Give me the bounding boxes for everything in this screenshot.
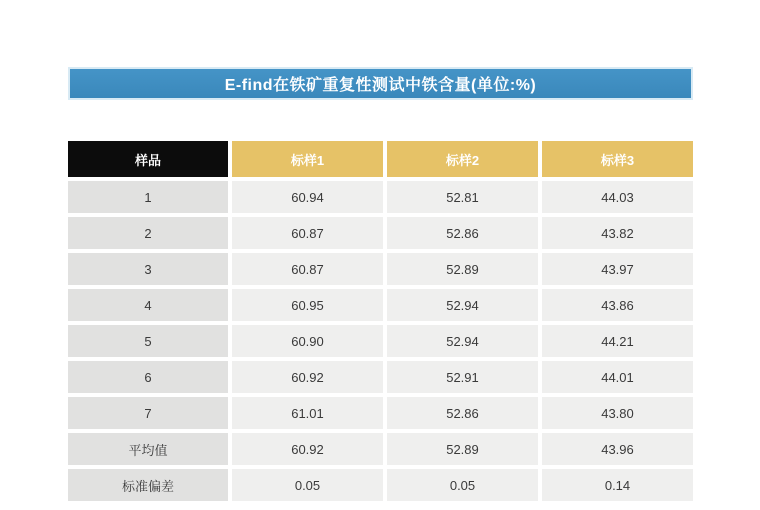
cell-value: 60.90 xyxy=(232,325,383,357)
cell-value: 60.92 xyxy=(232,361,383,393)
cell-value: 43.80 xyxy=(542,397,693,429)
cell-value: 0.05 xyxy=(232,469,383,501)
cell-value: 52.94 xyxy=(387,325,538,357)
cell-value: 44.03 xyxy=(542,181,693,213)
row-label: 平均值 xyxy=(68,433,228,465)
col-header-sample: 样品 xyxy=(68,141,228,177)
cell-value: 52.89 xyxy=(387,253,538,285)
col-header-standard-1: 标样1 xyxy=(232,141,383,177)
row-label: 2 xyxy=(68,217,228,249)
cell-value: 44.01 xyxy=(542,361,693,393)
page-title: E-find在铁矿重复性测试中铁含量(单位:%) xyxy=(224,77,537,94)
cell-value: 43.82 xyxy=(542,217,693,249)
row-label: 4 xyxy=(68,289,228,321)
cell-value: 60.94 xyxy=(232,181,383,213)
cell-value: 60.87 xyxy=(232,253,383,285)
title-banner xyxy=(68,67,693,100)
row-label: 1 xyxy=(68,181,228,213)
row-label: 7 xyxy=(68,397,228,429)
cell-value: 43.86 xyxy=(542,289,693,321)
row-label: 3 xyxy=(68,253,228,285)
col-header-standard-3: 标样3 xyxy=(542,141,693,177)
cell-value: 44.21 xyxy=(542,325,693,357)
cell-value: 52.94 xyxy=(387,289,538,321)
cell-value: 52.86 xyxy=(387,217,538,249)
data-table xyxy=(68,141,693,501)
cell-value: 43.96 xyxy=(542,433,693,465)
cell-value: 60.95 xyxy=(232,289,383,321)
cell-value: 43.97 xyxy=(542,253,693,285)
cell-value: 61.01 xyxy=(232,397,383,429)
cell-value: 0.05 xyxy=(387,469,538,501)
row-label: 标准偏差 xyxy=(68,469,228,501)
cell-value: 52.89 xyxy=(387,433,538,465)
cell-value: 52.86 xyxy=(387,397,538,429)
cell-value: 60.87 xyxy=(232,217,383,249)
cell-value: 52.91 xyxy=(387,361,538,393)
col-header-standard-2: 标样2 xyxy=(387,141,538,177)
cell-value: 52.81 xyxy=(387,181,538,213)
cell-value: 0.14 xyxy=(542,469,693,501)
row-label: 6 xyxy=(68,361,228,393)
row-label: 5 xyxy=(68,325,228,357)
cell-value: 60.92 xyxy=(232,433,383,465)
